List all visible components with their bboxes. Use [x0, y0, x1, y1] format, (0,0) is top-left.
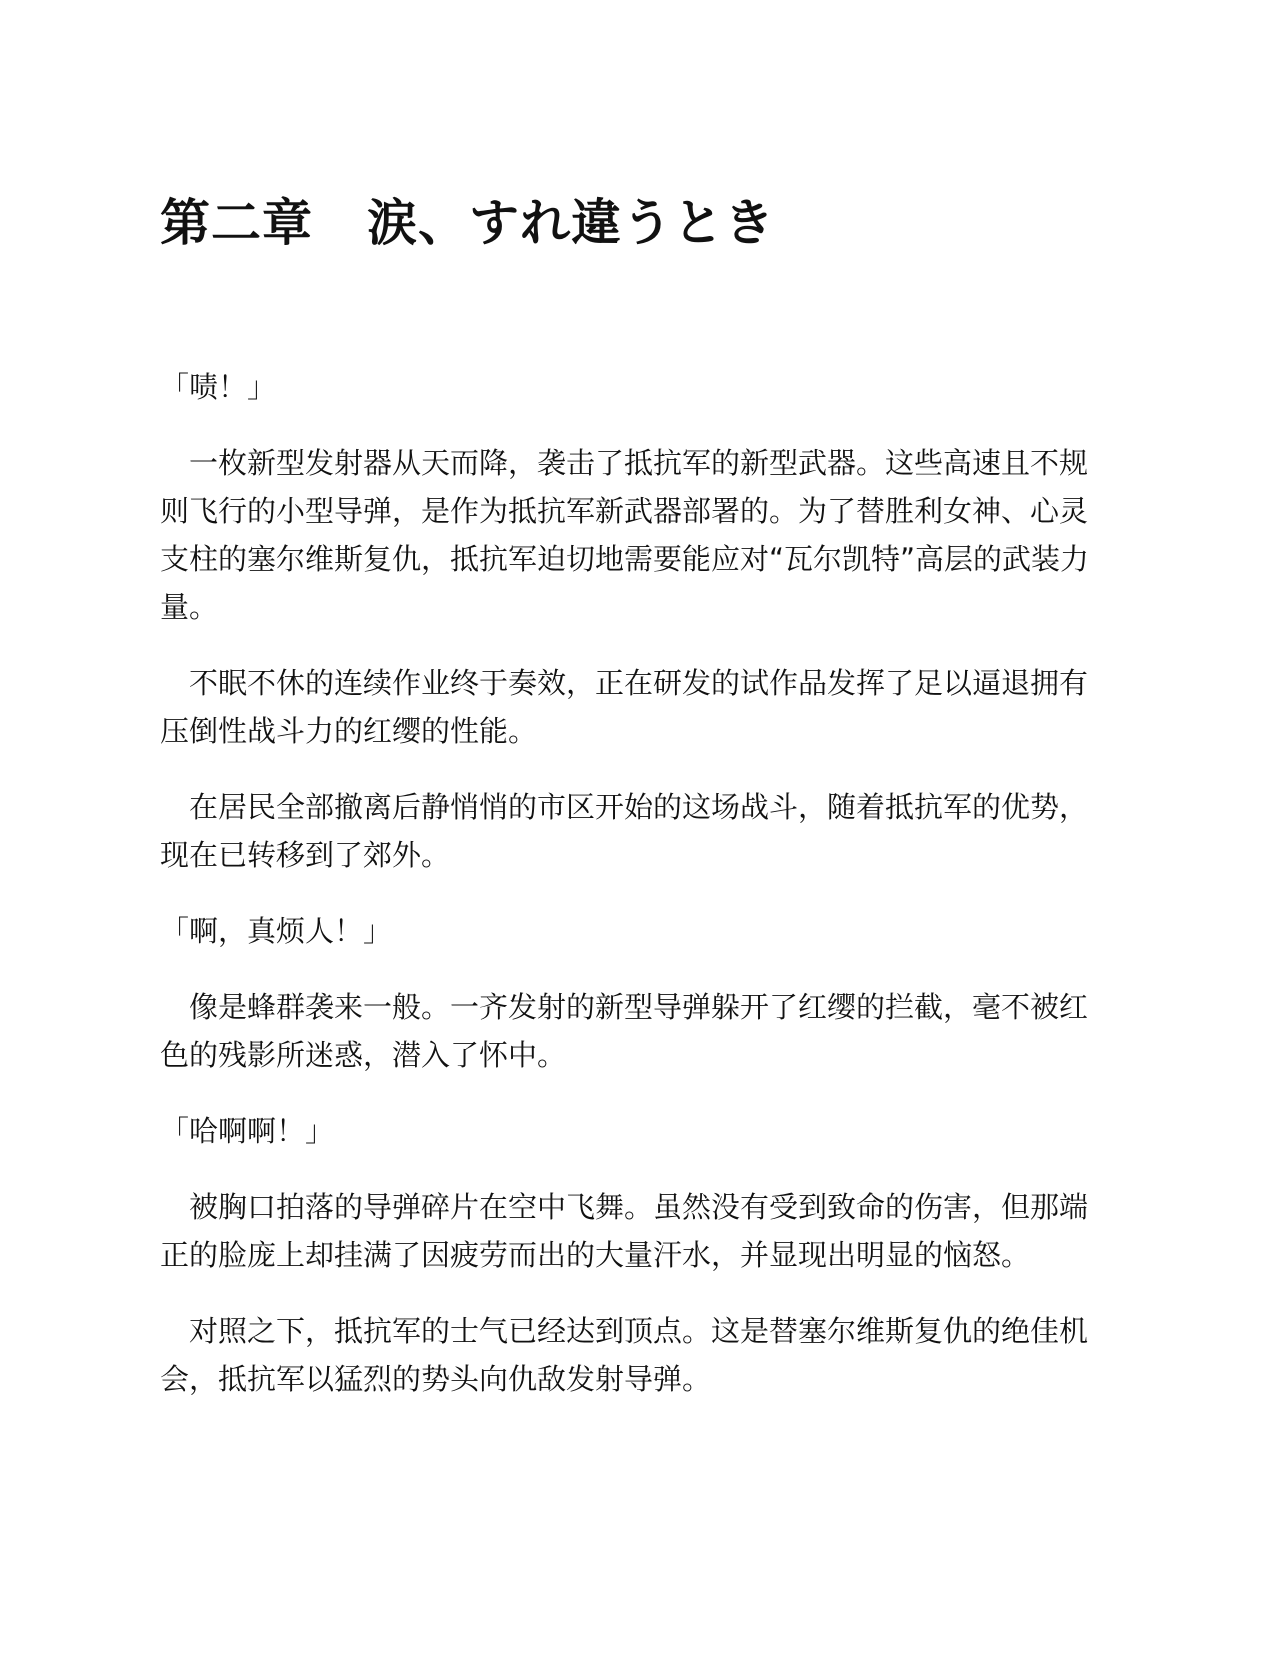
narration-paragraph: 不眠不休的连续作业终于奏效，正在研发的试作品发挥了足以逼退拥有压倒性战斗力的红缨的性能。: [160, 666, 1089, 748]
dialogue-line: 「啧！」: [160, 370, 277, 404]
chapter-title: 涙、すれ違うとき: [367, 194, 775, 252]
chapter-body: [160, 363, 1102, 1431]
narration-paragraph: 在居民全部撤离后静悄悄的市区开始的这场战斗，随着抵抗军的优势，现在已转移到了郊外。: [160, 790, 1089, 872]
dialogue-line: 「啊，真烦人！」: [160, 914, 393, 948]
chapter-number: 第二章: [160, 194, 313, 252]
narration-paragraph: 一枚新型发射器从天而降，袭击了抵抗军的新型武器。这些高速且不规则飞行的小型导弹，是作为抵抗军新武器部署的。为了替胜利女神、心灵支柱的塞尔维斯复仇，抵抗军迫切地需要能应对“瓦尔凯特”高层的武装力量。: [160, 446, 1090, 624]
narration-paragraph: 对照之下，抵抗军的士气已经达到顶点。这是替塞尔维斯复仇的绝佳机会，抵抗军以猛烈的势头向仇敌发射导弹。: [160, 1314, 1089, 1396]
chapter-heading: [160, 190, 1120, 256]
dialogue-line: 「哈啊啊！」: [160, 1114, 335, 1148]
narration-paragraph: 像是蜂群袭来一般。一齐发射的新型导弹躲开了红缨的拦截，毫不被红色的残影所迷惑，潜入了怀中。: [160, 990, 1089, 1072]
narration-paragraph: 被胸口拍落的导弹碎片在空中飞舞。虽然没有受到致命的伤害，但那端正的脸庞上却挂满了因疲劳而出的大量汗水，并显现出明显的恼怒。: [160, 1190, 1089, 1272]
